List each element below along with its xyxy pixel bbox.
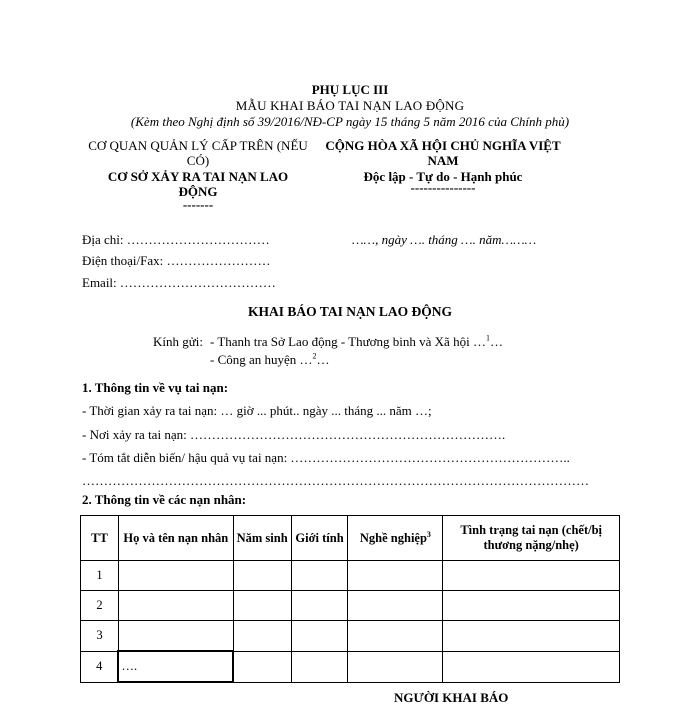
gender-cell bbox=[291, 591, 348, 621]
row-number: 3 bbox=[81, 621, 119, 652]
facility-heading: CƠ SỞ XẢY RA TAI NẠN LAO ĐỘNG bbox=[107, 169, 289, 199]
recipient-inspectorate-text: - Thanh tra Sở Lao động - Thương binh và Xã hội … bbox=[210, 334, 486, 349]
birth-year-cell bbox=[233, 591, 291, 621]
footnote-marker: 1 bbox=[485, 333, 490, 343]
footnote-marker: 2 bbox=[312, 351, 317, 361]
table-header-row bbox=[81, 516, 620, 561]
recipient-police bbox=[210, 352, 330, 368]
header-occupation-text: Nghề nghiệp bbox=[359, 530, 427, 545]
email-line: Email: ……………………………… bbox=[82, 275, 276, 290]
row-number: 2 bbox=[81, 591, 119, 621]
right-separator: --------------- bbox=[410, 180, 476, 195]
left-separator: ------- bbox=[182, 197, 214, 212]
recipient-police-text: - Công an huyện … bbox=[210, 352, 313, 367]
decree-reference: (Kèm theo Nghị định số 39/2016/NĐ-CP ngày 15 tháng 5 năm 2016 của Chính phủ) bbox=[130, 114, 570, 129]
date-line: ……, ngày …. tháng …. năm……… bbox=[352, 232, 537, 247]
status-cell bbox=[443, 651, 620, 682]
occupation-cell bbox=[348, 651, 443, 682]
signer-label: NGƯỜI KHAI BÁO bbox=[394, 690, 509, 705]
row-number: 4 bbox=[81, 651, 119, 682]
victim-name-cell bbox=[118, 591, 233, 621]
superior-agency-heading: CƠ QUAN QUẢN LÝ CẤP TRÊN (NẾU CÓ) bbox=[88, 138, 308, 168]
gender-cell bbox=[291, 621, 348, 652]
victims-table bbox=[80, 515, 620, 683]
recipient-label: Kính gửi: bbox=[153, 334, 204, 349]
victim-name-cell: …. bbox=[118, 651, 233, 682]
occupation-cell bbox=[348, 561, 443, 591]
row-number: 1 bbox=[81, 561, 119, 591]
section1-title: 1. Thông tin về vụ tai nạn: bbox=[82, 380, 229, 395]
gender-cell bbox=[291, 651, 348, 682]
header-tt: TT bbox=[81, 516, 119, 561]
header-status: Tình trạng tai nạn (chết/bị thương nặng/nhẹ) bbox=[443, 516, 620, 561]
header-occupation bbox=[348, 516, 443, 561]
gender-cell bbox=[291, 561, 348, 591]
occupation-cell bbox=[348, 591, 443, 621]
address-line: Địa chỉ: …………………………… bbox=[82, 232, 270, 247]
birth-year-cell bbox=[233, 651, 291, 682]
recipient-inspectorate bbox=[210, 334, 503, 350]
table-row bbox=[81, 621, 620, 652]
header-name: Họ và tên nạn nhân bbox=[118, 516, 233, 561]
appendix-title: PHỤ LỤC III bbox=[311, 82, 389, 97]
table-row bbox=[81, 561, 620, 591]
form-title: KHAI BÁO TAI NẠN LAO ĐỘNG bbox=[248, 304, 452, 319]
status-cell bbox=[443, 561, 620, 591]
accident-time-line: - Thời gian xảy ra tai nạn: … giờ ... phút.. ngày ... tháng ... năm …; bbox=[82, 403, 432, 418]
status-cell bbox=[443, 591, 620, 621]
table-row bbox=[81, 591, 620, 621]
victim-name-cell bbox=[118, 621, 233, 652]
header-gender: Giới tính bbox=[291, 516, 348, 561]
phone-line: Điện thoại/Fax: …………………… bbox=[82, 253, 271, 268]
republic-heading: CỘNG HÒA XÃ HỘI CHỦ NGHĨA VIỆT NAM bbox=[325, 138, 561, 168]
accident-place-line: - Nơi xảy ra tai nạn: ………………………………………………………………. bbox=[82, 427, 506, 442]
motto: Độc lập - Tự do - Hạnh phúc bbox=[363, 169, 523, 184]
recipient-police-end: … bbox=[316, 352, 330, 367]
birth-year-cell bbox=[233, 621, 291, 652]
recipient-inspectorate-end: … bbox=[489, 334, 503, 349]
form-name: MẪU KHAI BÁO TAI NẠN LAO ĐỘNG bbox=[235, 98, 465, 113]
footnote-marker: 3 bbox=[426, 529, 431, 539]
status-cell bbox=[443, 621, 620, 652]
victim-name-cell bbox=[118, 561, 233, 591]
accident-summary-continuation: ……………………………………………………………………………………………………… bbox=[82, 473, 589, 488]
header-birth-year: Năm sinh bbox=[233, 516, 291, 561]
table-row bbox=[81, 651, 620, 682]
section2-title: 2. Thông tin về các nạn nhân: bbox=[82, 492, 247, 507]
occupation-cell bbox=[348, 621, 443, 652]
birth-year-cell bbox=[233, 561, 291, 591]
accident-summary-line: - Tóm tắt diễn biến/ hậu quả vụ tai nạn: ……………………………………………………….. bbox=[82, 450, 570, 465]
